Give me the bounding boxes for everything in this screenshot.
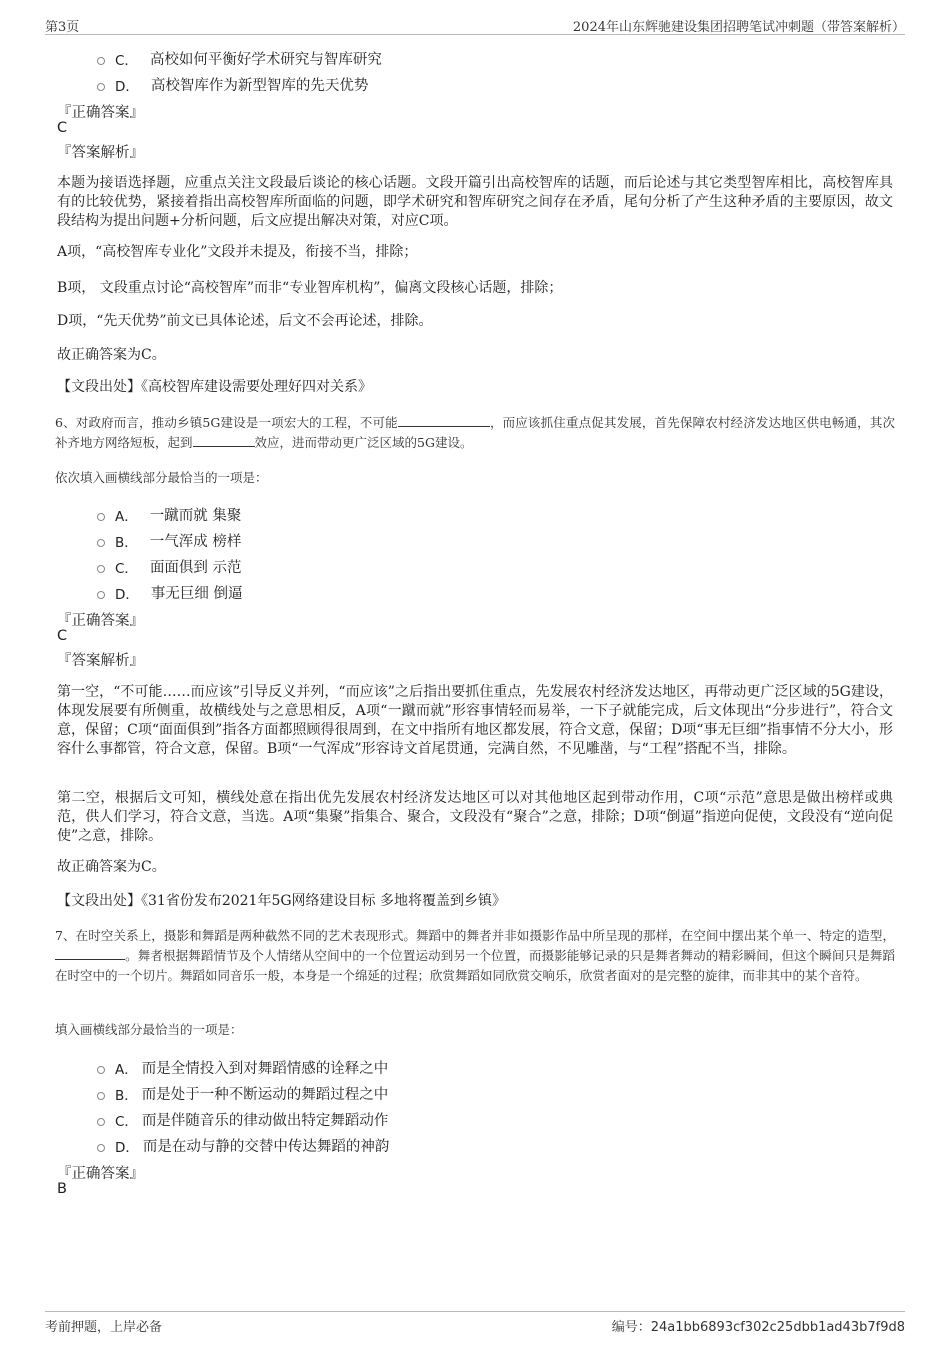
page-number: 第3页	[45, 20, 80, 35]
q6-analysis-paragraph: 第一空，“不可能……而应该”引导反义并列，“而应该”之后指出要抓住重点，先发展农村经济发达地区，再带动更广泛区域的5G建设，体现发展要有所侧重，故横线处与之意思相反，A项“一蹴而就”形容事情轻而易举，一下子就能完成，后文体现出“分步进行”，符合文意，保留；C项“面面俱到”指各方面都照顾得很周到，在文中指所有地区都发展，符合文意，保留；D项“事无巨细”指事情不分大小，形容什么事都管，符合文意，保留。B项“一气浑成”形容诗文首尾贯通，完满自然，不见雕凿，与“工程”搭配不当，排除。	[57, 684, 893, 757]
fill-blank	[398, 414, 490, 427]
q5-answer-label: 『正确答案』	[57, 105, 144, 121]
radio-icon[interactable]	[97, 83, 105, 91]
q5-option-d[interactable]: D． 高校智库作为新型智库的先天优势	[97, 74, 368, 95]
q7-option-b[interactable]: B． 而是处于一种不断运动的舞蹈过程之中	[97, 1083, 388, 1104]
q5-analysis-paragraph: 本题为接语选择题，应重点关注文段最后谈论的核心话题。文段开篇引出高校智库的话题，而后论述与其它类型智库相比，高校智库具有的比较优势，紧接着指出高校智库所面临的问题，即学术研究和智库研究之间存在矛盾，尾句分析了产生这种矛盾的主要原因，故文段结构为提出问题+分析问题，后文应提出解决对策，对应C项。	[57, 175, 893, 229]
radio-icon[interactable]	[97, 591, 105, 599]
q7-option-c[interactable]: C． 而是伴随音乐的律动做出特定舞蹈动作	[97, 1109, 388, 1130]
q6-analysis-label: 『答案解析』	[57, 653, 144, 669]
q6-option-a[interactable]: A． 一蹴而就 集聚	[97, 504, 241, 525]
q5-analysis-paragraph: D项，“先天优势”前文已具体论述，后文不会再论述，排除。	[57, 313, 433, 329]
q7-stem: 7、在时空关系上，摄影和舞蹈是两种截然不同的艺术表现形式。舞蹈中的舞者并非如摄影作品中所呈现的那样，在空间中摆出某个单一、特定的造型，。舞者根据舞蹈情节及个人情绪从空间中的一个位置运动到另一个位置，而摄影能够记录的只是舞者舞动的精彩瞬间，但这个瞬间只是舞蹈在时空中的一个切片。舞蹈如同音乐一般，本身是一个绵延的过程；欣赏舞蹈如同欣赏交响乐，欣赏者面对的是完整的旋律，而非其中的某个音符。	[55, 928, 895, 983]
page-footer	[45, 1311, 905, 1336]
radio-icon[interactable]	[97, 1066, 105, 1074]
radio-icon[interactable]	[97, 57, 105, 65]
q5-source: 【文段出处】《高校智库建设需要处理好四对关系》	[57, 379, 372, 395]
fill-blank	[55, 947, 125, 960]
q6-prompt: 依次填入画横线部分最恰当的一项是：	[55, 470, 268, 485]
q5-answer: C	[57, 120, 68, 136]
q6-option-d[interactable]: D． 事无巨细 倒逼	[97, 582, 243, 603]
radio-icon[interactable]	[97, 539, 105, 547]
radio-icon[interactable]	[97, 1118, 105, 1126]
radio-icon[interactable]	[97, 1144, 105, 1152]
q6-option-c[interactable]: C． 面面俱到 示范	[97, 556, 242, 577]
radio-icon[interactable]	[97, 1092, 105, 1100]
q5-option-c[interactable]: C． 高校如何平衡好学术研究与智库研究	[97, 48, 382, 69]
document-code: 编号：24a1bb6893cf302c25dbb1ad43b7f9d8	[611, 1320, 905, 1335]
q7-option-d[interactable]: D． 而是在动与静的交替中传达舞蹈的神韵	[97, 1135, 389, 1156]
q7-answer: B	[57, 1181, 67, 1197]
q6-analysis-paragraph: 第二空，根据后文可知，横线处意在指出优先发展农村经济发达地区可以对其他地区起到带动作用，C项“示范”意思是做出榜样或典范，供人们学习，符合文意，当选。A项“集聚”指集合、聚合，文段没有“聚合”之意，排除；D项“倒逼”指逆向促使，文段没有“逆向促使”之意，排除。	[57, 790, 893, 844]
q5-analysis-paragraph: B项， 文段重点讨论“高校智库”而非“专业智库机构”，偏离文段核心话题，排除；	[57, 280, 563, 296]
q6-answer: C	[57, 628, 68, 644]
footer-slogan: 考前押题，上岸必备	[45, 1320, 163, 1335]
q5-analysis-paragraph: 故正确答案为C。	[57, 347, 166, 363]
q6-analysis-paragraph: 故正确答案为C。	[57, 859, 166, 875]
fill-blank	[193, 434, 255, 447]
q7-option-a[interactable]: A． 而是全情投入到对舞蹈情感的诠释之中	[97, 1057, 388, 1078]
q6-option-b[interactable]: B． 一气浑成 榜样	[97, 530, 241, 551]
radio-icon[interactable]	[97, 565, 105, 573]
page-header	[45, 14, 905, 35]
document-title: 2024年山东辉驰建设集团招聘笔试冲刺题（带答案解析）	[572, 20, 905, 35]
radio-icon[interactable]	[97, 513, 105, 521]
q6-source: 【文段出处】《31省份发布2021年5G网络建设目标 多地将覆盖到乡镇》	[57, 893, 506, 909]
q5-analysis-paragraph: A项，“高校智库专业化”文段并未提及，衔接不当，排除；	[57, 244, 418, 260]
q5-analysis-label: 『答案解析』	[57, 145, 144, 161]
q7-prompt: 填入画横线部分最恰当的一项是：	[55, 1022, 243, 1037]
q6-answer-label: 『正确答案』	[57, 613, 144, 629]
q6-stem: 6、对政府而言，推动乡镇5G建设是一项宏大的工程，不可能 ，而应该抓住重点促其发展，首先保障农村经济发达地区供电畅通，其次补齐地方网络短板，起到 效应，进而带动更广泛区域的5G建设。	[55, 415, 895, 450]
q7-answer-label: 『正确答案』	[57, 1166, 144, 1182]
